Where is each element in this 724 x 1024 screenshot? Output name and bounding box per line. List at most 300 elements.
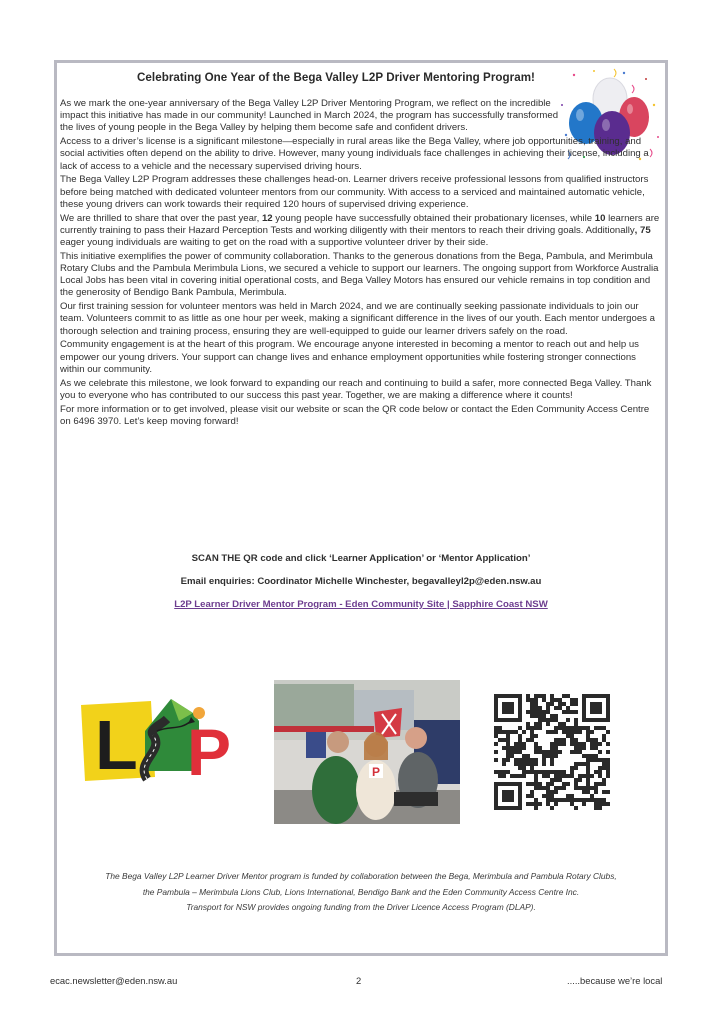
qr-module bbox=[522, 766, 526, 770]
qr-module bbox=[562, 786, 566, 790]
qr-module bbox=[574, 786, 578, 790]
qr-module bbox=[526, 762, 530, 766]
qr-module bbox=[530, 714, 534, 718]
qr-module bbox=[598, 766, 602, 770]
qr-module bbox=[538, 710, 542, 714]
qr-module bbox=[518, 738, 522, 742]
qr-module bbox=[546, 706, 550, 710]
qr-module bbox=[602, 766, 606, 770]
qr-module bbox=[606, 742, 610, 746]
qr-module bbox=[550, 782, 554, 786]
qr-module bbox=[594, 806, 598, 810]
qr-module bbox=[570, 710, 574, 714]
qr-module bbox=[574, 698, 578, 702]
qr-module bbox=[590, 754, 594, 758]
qr-module bbox=[590, 774, 594, 778]
qr-module bbox=[522, 762, 526, 766]
qr-module bbox=[558, 698, 562, 702]
qr-module bbox=[550, 806, 554, 810]
qr-module bbox=[566, 774, 570, 778]
qr-module bbox=[586, 770, 590, 774]
qr-module bbox=[574, 730, 578, 734]
qr-module bbox=[586, 774, 590, 778]
qr-module bbox=[574, 722, 578, 726]
qr-module bbox=[518, 758, 522, 762]
qr-module bbox=[594, 754, 598, 758]
qr-module bbox=[538, 782, 542, 786]
article-frame bbox=[54, 60, 668, 956]
qr-module bbox=[530, 726, 534, 730]
qr-module bbox=[506, 734, 510, 738]
qr-module bbox=[570, 770, 574, 774]
qr-module bbox=[510, 746, 514, 750]
qr-module bbox=[554, 798, 558, 802]
qr-module bbox=[574, 766, 578, 770]
qr-module bbox=[542, 694, 546, 698]
qr-module bbox=[606, 758, 610, 762]
program-website-link[interactable]: L2P Learner Driver Mentor Program - Eden Community Site | Sapphire Coast NSW bbox=[174, 599, 548, 610]
qr-module bbox=[530, 710, 534, 714]
qr-module bbox=[566, 718, 570, 722]
qr-module bbox=[602, 738, 606, 742]
qr-module bbox=[518, 774, 522, 778]
paragraph-milestone: As we celebrate this milestone, we look forward to expanding our reach and continuing to build a safer, more connected Bega Valley. Thank you to everyone who has contributed to our success this past year. Together, we are making a difference where it counts! bbox=[60, 377, 652, 401]
qr-module bbox=[570, 742, 574, 746]
qr-module bbox=[494, 750, 498, 754]
qr-module bbox=[606, 730, 610, 734]
qr-module bbox=[586, 726, 590, 730]
qr-module bbox=[594, 786, 598, 790]
qr-module bbox=[530, 706, 534, 710]
qr-module bbox=[570, 774, 574, 778]
qr-module bbox=[558, 722, 562, 726]
qr-module bbox=[494, 770, 498, 774]
qr-module bbox=[526, 698, 530, 702]
qr-module bbox=[602, 726, 606, 730]
qr-module bbox=[566, 734, 570, 738]
qr-module bbox=[538, 714, 542, 718]
qr-module bbox=[526, 710, 530, 714]
qr-module bbox=[494, 726, 498, 730]
qr-module bbox=[586, 782, 590, 786]
qr-module bbox=[574, 742, 578, 746]
qr-module bbox=[594, 770, 598, 774]
qr-module bbox=[578, 786, 582, 790]
qr-module bbox=[546, 786, 550, 790]
qr-module bbox=[566, 782, 570, 786]
qr-module bbox=[530, 802, 534, 806]
qr-module bbox=[602, 798, 606, 802]
qr-module bbox=[598, 802, 602, 806]
qr-module bbox=[546, 774, 550, 778]
qr-module bbox=[542, 698, 546, 702]
qr-module bbox=[518, 750, 522, 754]
qr-module bbox=[562, 710, 566, 714]
qr-module bbox=[586, 734, 590, 738]
qr-module bbox=[606, 766, 610, 770]
qr-module bbox=[506, 742, 510, 746]
qr-module bbox=[578, 746, 582, 750]
qr-module bbox=[574, 806, 578, 810]
stat-training: 10 bbox=[594, 212, 606, 224]
qr-module bbox=[526, 794, 530, 798]
qr-module bbox=[598, 770, 602, 774]
qr-module bbox=[530, 790, 534, 794]
qr-module bbox=[558, 798, 562, 802]
qr-module bbox=[510, 754, 514, 758]
qr-module bbox=[534, 786, 538, 790]
qr-module bbox=[494, 734, 498, 738]
qr-module bbox=[586, 754, 590, 758]
qr-module bbox=[562, 782, 566, 786]
qr-module bbox=[534, 802, 538, 806]
qr-module bbox=[602, 790, 606, 794]
qr-module bbox=[550, 730, 554, 734]
qr-module bbox=[550, 702, 554, 706]
qr-module bbox=[546, 794, 550, 798]
qr-module bbox=[590, 730, 594, 734]
qr-module bbox=[526, 754, 530, 758]
qr-module bbox=[542, 794, 546, 798]
qr-module bbox=[570, 794, 574, 798]
qr-module bbox=[606, 750, 610, 754]
paragraph-intro: As we mark the one-year anniversary of the Bega Valley L2P Driver Mentoring Program, we reflect on the incredible impact this initiative has made in our community! Launched in March 2024, the program has successfully transformed the lives of young people in the Bega Valley by helping them become safe and confident drivers. bbox=[60, 98, 559, 134]
qr-module bbox=[546, 710, 550, 714]
qr-module bbox=[538, 718, 542, 722]
qr-module bbox=[606, 770, 610, 774]
qr-module bbox=[498, 770, 502, 774]
qr-module bbox=[542, 774, 546, 778]
qr-module bbox=[606, 762, 610, 766]
qr-module bbox=[598, 742, 602, 746]
qr-module bbox=[510, 730, 514, 734]
qr-module bbox=[534, 734, 538, 738]
qr-module bbox=[558, 770, 562, 774]
qr-module bbox=[562, 726, 566, 730]
qr-module bbox=[530, 738, 534, 742]
qr-module bbox=[554, 774, 558, 778]
qr-module bbox=[526, 694, 530, 698]
qr-module bbox=[570, 802, 574, 806]
qr-module bbox=[562, 702, 566, 706]
qr-module bbox=[534, 806, 538, 810]
qr-module bbox=[550, 794, 554, 798]
qr-module bbox=[594, 790, 598, 794]
qr-module bbox=[554, 790, 558, 794]
qr-module bbox=[594, 738, 598, 742]
qr-module bbox=[590, 798, 594, 802]
qr-module bbox=[574, 798, 578, 802]
qr-module bbox=[506, 738, 510, 742]
qr-module bbox=[582, 774, 586, 778]
qr-module bbox=[602, 782, 606, 786]
qr-module bbox=[570, 734, 574, 738]
qr-module bbox=[570, 698, 574, 702]
qr-module bbox=[546, 790, 550, 794]
qr-module bbox=[578, 778, 582, 782]
qr-module bbox=[578, 742, 582, 746]
qr-module bbox=[526, 802, 530, 806]
qr-module bbox=[518, 766, 522, 770]
qr-module bbox=[550, 770, 554, 774]
scan-qr-instruction: SCAN THE QR code and click ‘Learner Application’ or ‘Mentor Application’ bbox=[191, 553, 531, 564]
qr-module bbox=[578, 762, 582, 766]
qr-module bbox=[554, 786, 558, 790]
qr-module bbox=[506, 730, 510, 734]
qr-module bbox=[550, 790, 554, 794]
qr-module bbox=[594, 798, 598, 802]
page-number: 2 bbox=[356, 975, 362, 986]
qr-module bbox=[566, 798, 570, 802]
qr-module bbox=[582, 746, 586, 750]
qr-module bbox=[534, 778, 538, 782]
qr-module bbox=[602, 762, 606, 766]
qr-module bbox=[582, 726, 586, 730]
qr-module bbox=[546, 802, 550, 806]
qr-module bbox=[538, 786, 542, 790]
qr-module bbox=[558, 702, 562, 706]
qr-module bbox=[534, 742, 538, 746]
qr-module bbox=[574, 750, 578, 754]
qr-module bbox=[554, 802, 558, 806]
paragraph-collaboration: This initiative exemplifies the power of community collaboration. Thanks to the generous donations from the Bega, Pambula, and Merimbula Rotary Clubs and the Pambula Merimbula Lions, we secured a vehicle to support our learners. The ongoing support from Workforce Australia Local Jobs has been vital in covering initial operational costs, and Bega Valley Motors has ensured our vehicle remains in top condition and the generosity of Bendigo Bank Pambula, Merimbula. bbox=[60, 250, 659, 299]
qr-module bbox=[558, 706, 562, 710]
qr-module bbox=[518, 746, 522, 750]
qr-module bbox=[538, 722, 542, 726]
footer-email[interactable]: ecac.newsletter@eden.nsw.au bbox=[50, 975, 178, 986]
qr-module bbox=[550, 698, 554, 702]
qr-module bbox=[562, 722, 566, 726]
funding-acknowledgement: The Bega Valley L2P Learner Driver Mentor program is funded by collaboration between the Bega, Merimbula and Pambula Rotary Clubs, the Pambula – Merimbula Lions Club, Lions International, Bendigo Bank and the Eden Community Access Centre Inc. Transport for NSW provides ongoing funding from the Driver Licence Access Program (DLAP). bbox=[105, 871, 617, 912]
qr-module bbox=[598, 750, 602, 754]
qr-module bbox=[602, 734, 606, 738]
qr-module bbox=[534, 798, 538, 802]
qr-module bbox=[570, 702, 574, 706]
svg-text:P: P bbox=[372, 765, 381, 779]
qr-module bbox=[514, 750, 518, 754]
qr-module bbox=[538, 706, 542, 710]
qr-module bbox=[566, 710, 570, 714]
qr-module bbox=[590, 794, 594, 798]
qr-module bbox=[498, 738, 502, 742]
qr-module bbox=[522, 770, 526, 774]
qr-module bbox=[558, 774, 562, 778]
qr-module bbox=[546, 798, 550, 802]
qr-module bbox=[574, 718, 578, 722]
qr-module bbox=[498, 730, 502, 734]
qr-module bbox=[558, 786, 562, 790]
qr-module bbox=[526, 758, 530, 762]
qr-module bbox=[570, 730, 574, 734]
qr-module bbox=[574, 710, 578, 714]
qr-module bbox=[542, 770, 546, 774]
qr-module bbox=[554, 778, 558, 782]
paragraph-access: Access to a driver’s license is a significant milestone—especially in rural areas like the Bega Valley, where job opportunities, training, and social activities often depend on the ability to drive. However, many young individuals face challenges in achieving their license, including a lack of access to a vehicle and the necessary supervised driving hours. bbox=[60, 136, 649, 172]
qr-module bbox=[502, 774, 506, 778]
qr-module bbox=[598, 806, 602, 810]
qr-code[interactable] bbox=[490, 690, 614, 814]
qr-module bbox=[582, 790, 586, 794]
qr-module bbox=[530, 794, 534, 798]
qr-module bbox=[538, 694, 542, 698]
qr-module bbox=[522, 758, 526, 762]
qr-module bbox=[526, 722, 530, 726]
qr-module bbox=[530, 730, 534, 734]
qr-module bbox=[570, 766, 574, 770]
qr-module bbox=[590, 758, 594, 762]
qr-module bbox=[562, 798, 566, 802]
qr-module bbox=[582, 754, 586, 758]
qr-module bbox=[594, 782, 598, 786]
qr-module bbox=[574, 778, 578, 782]
qr-module bbox=[502, 770, 506, 774]
qr-module bbox=[534, 698, 538, 702]
qr-module bbox=[574, 702, 578, 706]
qr-module bbox=[598, 798, 602, 802]
qr-module bbox=[562, 770, 566, 774]
qr-module bbox=[566, 694, 570, 698]
qr-module bbox=[546, 702, 550, 706]
qr-module bbox=[542, 718, 546, 722]
qr-module bbox=[534, 722, 538, 726]
qr-module bbox=[534, 726, 538, 730]
qr-module bbox=[562, 774, 566, 778]
qr-module bbox=[594, 746, 598, 750]
qr-module bbox=[546, 722, 550, 726]
qr-module bbox=[586, 778, 590, 782]
qr-module bbox=[578, 798, 582, 802]
qr-module bbox=[578, 726, 582, 730]
qr-module bbox=[578, 730, 582, 734]
qr-module bbox=[522, 774, 526, 778]
qr-module bbox=[534, 694, 538, 698]
qr-module bbox=[594, 726, 598, 730]
paragraph-program: The Bega Valley L2P Program addresses these challenges head-on. Learner drivers receive professional lessons from qualified instructors before being matched with dedicated volunteer mentors from our community. With access to a serviced and maintained automatic vehicle, these young drivers can work towards their required 120 hours of supervised driving experience. bbox=[60, 174, 649, 210]
qr-module bbox=[534, 710, 538, 714]
qr-module bbox=[554, 730, 558, 734]
qr-module bbox=[522, 754, 526, 758]
qr-module bbox=[518, 734, 522, 738]
paragraph-contact: For more information or to get involved, please visit our website or scan the QR code below or contact the Eden Community Access Centre on 6496 3970. Let’s keep moving forward! bbox=[60, 403, 650, 427]
qr-module bbox=[582, 802, 586, 806]
qr-module bbox=[562, 730, 566, 734]
qr-module bbox=[510, 750, 514, 754]
qr-module bbox=[534, 774, 538, 778]
dinosaur-icon bbox=[538, 738, 570, 770]
qr-module bbox=[570, 750, 574, 754]
qr-module bbox=[494, 742, 498, 746]
qr-module bbox=[582, 798, 586, 802]
svg-text:P: P bbox=[187, 715, 232, 789]
qr-module bbox=[506, 750, 510, 754]
qr-module bbox=[598, 782, 602, 786]
qr-module bbox=[586, 758, 590, 762]
qr-module bbox=[530, 782, 534, 786]
qr-module bbox=[498, 726, 502, 730]
qr-module bbox=[514, 758, 518, 762]
qr-module bbox=[526, 782, 530, 786]
qr-module bbox=[590, 786, 594, 790]
qr-module bbox=[530, 702, 534, 706]
qr-module bbox=[506, 746, 510, 750]
paragraph-engagement: Community engagement is at the heart of this program. We encourage anyone interested in becoming a mentor to reach out and help us empower our young drivers. Your support can change lives and enhance employment opportunities while fostering stronger connections within our community. bbox=[60, 339, 639, 375]
qr-module bbox=[534, 758, 538, 762]
qr-module bbox=[570, 798, 574, 802]
qr-module bbox=[554, 698, 558, 702]
qr-module bbox=[542, 786, 546, 790]
qr-module bbox=[534, 782, 538, 786]
qr-module bbox=[542, 710, 546, 714]
qr-module bbox=[506, 770, 510, 774]
qr-module bbox=[502, 730, 506, 734]
qr-module bbox=[494, 730, 498, 734]
qr-module bbox=[554, 706, 558, 710]
qr-module bbox=[574, 726, 578, 730]
qr-module bbox=[582, 762, 586, 766]
qr-module bbox=[550, 694, 554, 698]
qr-module bbox=[522, 746, 526, 750]
email-enquiries[interactable]: Email enquiries: Coordinator Michelle Winchester, begavalleyl2p@eden.nsw.au bbox=[180, 576, 542, 587]
qr-module bbox=[530, 762, 534, 766]
qr-module bbox=[530, 758, 534, 762]
qr-module bbox=[502, 746, 506, 750]
qr-module bbox=[594, 742, 598, 746]
qr-module bbox=[530, 766, 534, 770]
qr-module bbox=[586, 730, 590, 734]
qr-module bbox=[506, 754, 510, 758]
qr-module bbox=[522, 742, 526, 746]
qr-module bbox=[602, 778, 606, 782]
qr-module bbox=[558, 778, 562, 782]
qr-module bbox=[526, 738, 530, 742]
qr-module bbox=[574, 782, 578, 786]
qr-module bbox=[598, 774, 602, 778]
qr-module bbox=[594, 802, 598, 806]
qr-module bbox=[530, 734, 534, 738]
qr-module bbox=[514, 774, 518, 778]
qr-module bbox=[566, 794, 570, 798]
qr-module bbox=[590, 738, 594, 742]
qr-module bbox=[570, 726, 574, 730]
qr-module bbox=[574, 762, 578, 766]
qr-module bbox=[534, 714, 538, 718]
article-body bbox=[60, 98, 662, 430]
qr-module bbox=[534, 770, 538, 774]
l2p-logo bbox=[75, 691, 239, 791]
qr-module bbox=[514, 742, 518, 746]
qr-module bbox=[574, 746, 578, 750]
qr-module bbox=[502, 738, 506, 742]
qr-module bbox=[582, 742, 586, 746]
qr-module bbox=[530, 770, 534, 774]
qr-module bbox=[562, 694, 566, 698]
qr-module bbox=[550, 778, 554, 782]
qr-module bbox=[586, 790, 590, 794]
qr-module bbox=[566, 730, 570, 734]
qr-module bbox=[534, 706, 538, 710]
qr-module bbox=[554, 770, 558, 774]
qr-module bbox=[578, 750, 582, 754]
stat-licensed: 12 bbox=[261, 212, 273, 224]
qr-module bbox=[526, 770, 530, 774]
qr-module bbox=[582, 786, 586, 790]
stat-waiting: , 75 bbox=[634, 224, 651, 236]
qr-module bbox=[606, 802, 610, 806]
group-photo bbox=[274, 680, 460, 824]
qr-module bbox=[534, 750, 538, 754]
qr-module bbox=[550, 798, 554, 802]
qr-module bbox=[550, 718, 554, 722]
